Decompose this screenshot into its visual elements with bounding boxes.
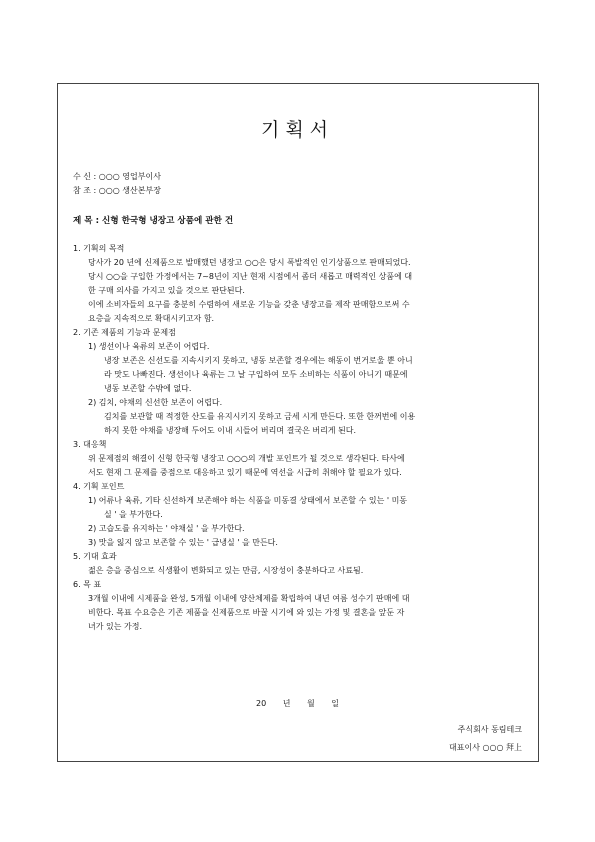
recipient-value: ○○○ 영업부이사 — [98, 172, 161, 181]
paragraph-line: 당시 ○○을 구입한 가정에서는 7~8년이 지난 현재 시점에서 좀더 새롭고 매력적인 상품에 대 — [88, 272, 413, 281]
sub-item-line: 김치를 보관할 때 적정한 산도를 유지시키지 못하고 금세 시게 만든다. 또한 한꺼번에 이용 — [104, 412, 416, 421]
document-body — [73, 242, 528, 634]
sub-item-title: 2) 김치, 야채의 신선한 보존이 어렵다. — [88, 398, 223, 407]
paragraph-line: 서도 현재 그 문제를 중점으로 대응하고 있기 때문에 역선을 시급히 취해야 할 필요가 있다. — [88, 468, 402, 477]
paragraph-line: 3개월 이내에 시제품을 완성, 5개월 이내에 양산체제를 확립하여 내년 여름 성수기 판매에 대 — [88, 594, 410, 603]
section-heading: 3. 대응책 — [73, 440, 107, 449]
document-date — [0, 697, 595, 711]
section-purpose — [73, 242, 528, 326]
date-year-unit: 년 — [282, 699, 291, 708]
company-name: 주식회사 동림테크 — [457, 725, 522, 734]
reference-value: ○○○ 생산본부장 — [98, 186, 161, 195]
paragraph-line: 젊은 층을 중심으로 식생활이 변화되고 있는 만큼, 시장성이 충분하다고 사료됨. — [88, 566, 364, 575]
signatory: 대표이사 ○○○ 拜上 — [449, 743, 522, 752]
sub-item-line: 냉동 보존할 수밖에 없다. — [104, 384, 192, 393]
date-year: 20 — [255, 699, 267, 708]
section-heading: 1. 기획의 목적 — [73, 244, 125, 253]
section-goal — [73, 578, 528, 634]
recipient-line — [73, 170, 161, 184]
recipient-label: 수 신 : — [73, 172, 97, 181]
paragraph-line: 당사가 20 년에 신제품으로 발매했던 냉장고 ○○은 당시 폭발적인 인기상품으로 판매되었다. — [88, 258, 411, 267]
section-countermeasure — [73, 438, 528, 480]
sub-item-title: 1) 생선이나 육류의 보존이 어렵다. — [88, 342, 210, 351]
section-heading: 2. 기존 제품의 기능과 문제점 — [73, 328, 176, 337]
sub-item-line: 하지 못한 야채를 냉장해 두어도 이내 시들어 버리며 결국은 버리게 된다. — [104, 426, 357, 435]
reference-label: 참 조 : — [73, 186, 97, 195]
subject-line: 제 목 : 신형 한국형 냉장고 상품에 관한 건 — [73, 216, 234, 226]
section-heading: 6. 목 표 — [73, 580, 102, 589]
paragraph-line: 이에 소비자들의 요구를 충분히 수렴하여 새로운 기능을 갖춘 냉장고를 제작 판매함으로써 수 — [88, 300, 410, 309]
section-problems — [73, 326, 528, 438]
reference-line — [73, 184, 161, 198]
section-heading: 4. 기획 포인트 — [73, 482, 125, 491]
sub-item-title: 2) 고습도를 유지하는 ' 야채실 ' 을 부가한다. — [88, 524, 245, 533]
section-expected-effect — [73, 550, 528, 578]
document-title: 기획서 — [260, 119, 335, 141]
paragraph-line: 비한다. 목표 수요층은 기존 제품을 신제품으로 바꿀 시기에 와 있는 가정 및 결혼을 앞둔 자 — [88, 608, 405, 617]
sub-item-title: 1) 어류나 육류, 기타 신선하게 보존해야 하는 식품을 미동결 상태에서 보존할 수 있는 ' 미동 — [88, 496, 408, 505]
paragraph-line: 요층을 지속적으로 확대시키고자 함. — [88, 314, 215, 323]
paragraph-line: 위 문제점의 해결이 신형 한국형 냉장고 ○○○의 개발 포인트가 될 것으로 생각된다. 타사에 — [88, 454, 405, 463]
date-day-unit: 일 — [331, 699, 340, 708]
sub-item-line: 라 맛도 나빠진다. 생선이나 육류는 그 날 구입하여 모두 소비하는 식품이 아니기 때문에 — [104, 370, 408, 379]
section-heading: 5. 기대 효과 — [73, 552, 117, 561]
sub-item-line: 실 ' 을 부가한다. — [104, 510, 163, 519]
paragraph-line: 한 구매 의사를 가지고 있을 것으로 판단된다. — [88, 286, 245, 295]
sub-item-line: 냉장 보존은 신선도를 지속시키지 못하고, 냉동 보존할 경우에는 해동이 번거로울 뿐 아니 — [104, 356, 413, 365]
date-month-unit: 월 — [307, 699, 315, 708]
paragraph-line: 녀가 있는 가정. — [88, 622, 142, 631]
sub-item-title: 3) 맛을 잃지 않고 보존할 수 있는 ' 급냉실 ' 을 만든다. — [88, 538, 278, 547]
section-planning-points — [73, 480, 528, 550]
